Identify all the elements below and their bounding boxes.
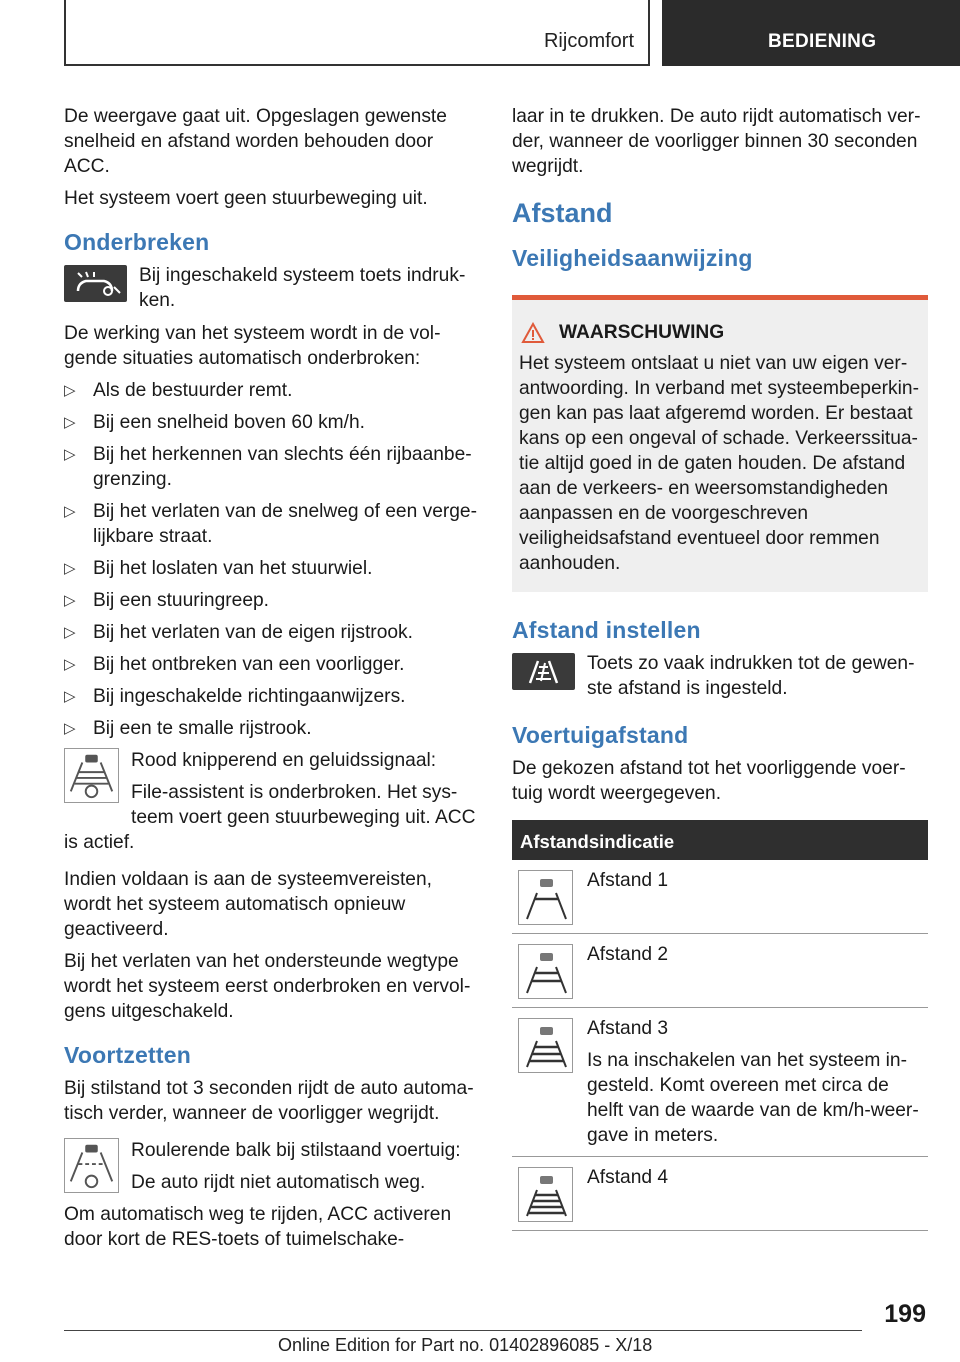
header-chapter-title: BEDIENING	[768, 31, 877, 52]
paragraph: Indien voldaan is aan de systeemvereisten, wordt het systeem automatisch opnieuw geactiveerd.	[64, 869, 432, 940]
distance-1-icon	[518, 870, 573, 925]
header-chapter-box	[662, 0, 960, 66]
list-item: ▷ Bij een te smalle rijstrook.	[64, 716, 480, 741]
header-section-title: Rijcomfort	[543, 30, 634, 52]
paragraph: Bij het verlaten van het ondersteunde wegtype wordt het systeem eerst onderbroken en vervolgens uitgeschakeld.	[64, 951, 471, 1022]
warning-text: Het systeem ontslaat u niet van uw eigen verantwoording. In verband met systeembeperkingen kan pas laat afgeremd worden. Er bestaat kans op een ongeval of schade. Verkeerssituatie altijd goed in de gaten houden. De afstand aan de verkeers- en weersomstandigheden aanpassen en de voorgeschreven veiligheidsafstand eventueel door remmen aanhouden.	[519, 353, 919, 574]
list-item: ▷ Bij het ontbreken van een voorligger.	[64, 652, 480, 677]
lane-assist-button-icon	[64, 265, 127, 302]
indicator-text: File-assistent is onderbroken. Het systeem voert geen stuurbeweging uit. ACC is actief.	[64, 782, 476, 853]
edition-note: Online Edition for Part no. 01402896085 - X/18	[278, 1335, 653, 1355]
distance-4-icon	[518, 1167, 573, 1222]
list-item: ▷ Bij het verlaten van de eigen rijstrook.	[64, 620, 480, 645]
header-section-box	[64, 0, 650, 66]
list-item: ▷ Bij een stuuringreep.	[64, 588, 480, 613]
list-item: ▷ Bij een snelheid boven 60 km/h.	[64, 410, 480, 435]
distance-3-icon	[518, 1018, 573, 1073]
heading-voortzetten: Voortzetten	[64, 1042, 191, 1068]
bullet-list	[64, 378, 480, 741]
indicator-block-red	[64, 748, 480, 855]
heading-veiligheid: Veiligheidsaanwijzing	[512, 245, 753, 271]
button-instruction	[512, 651, 928, 701]
row-label: Afstand 1	[587, 870, 669, 891]
list-item: ▷ Bij ingeschakelde richtingaanwijzers.	[64, 684, 480, 709]
indicator-block-roll	[64, 1138, 480, 1252]
table-row	[512, 1157, 928, 1231]
button-instruction	[64, 263, 480, 313]
list-item: ▷ Als de bestuurder remt.	[64, 378, 480, 403]
table-header: Afstandsindicatie	[512, 820, 928, 860]
footer-divider	[64, 1330, 862, 1331]
warning-box	[512, 295, 928, 592]
paragraph: De gekozen afstand tot het voorliggende voertuig wordt weergegeven.	[512, 758, 906, 804]
warning-title: WAARSCHUWING	[519, 320, 921, 345]
distance-button-icon	[512, 653, 575, 690]
heading-voertuigafstand: Voertuigafstand	[512, 722, 689, 748]
paragraph: laar in te drukken. De auto rijdt automatisch verder, wanneer de voorligger binnen 30 seconden wegrijdt.	[512, 106, 921, 177]
steering-lane-icon	[64, 748, 119, 810]
table-row	[512, 1008, 928, 1157]
paragraph: De weergave gaat uit. Opgeslagen gewenste snelheid en afstand worden behouden door ACC.	[64, 106, 447, 177]
distance-2-icon	[518, 944, 573, 999]
row-label: Afstand 2	[587, 944, 669, 965]
rolling-bar-icon	[64, 1138, 119, 1200]
table-row	[512, 934, 928, 1008]
paragraph: De werking van het systeem wordt in de volgende situaties automatisch onderbroken:	[64, 323, 441, 369]
page-number: 199	[884, 1300, 926, 1328]
list-item: ▷ Bij het loslaten van het stuurwiel.	[64, 556, 480, 581]
paragraph: Het systeem voert geen stuurbeweging uit.	[64, 188, 428, 209]
indicator-text: Rood knipperend en geluidssignaal:	[131, 750, 437, 771]
row-label: Afstand 3	[587, 1018, 669, 1039]
button-instruction-text: Bij ingeschakeld systeem toets indrukken.	[139, 265, 466, 311]
button-instruction-text: Toets zo vaak indrukken tot de gewenste afstand is ingesteld.	[587, 653, 915, 699]
list-item: ▷ Bij het verlaten van de snelweg of een vergelijkbare straat.	[64, 499, 480, 549]
distance-table	[512, 820, 928, 1231]
table-row	[512, 860, 928, 934]
warning-triangle-icon	[521, 322, 545, 344]
list-item: ▷ Bij het herkennen van slechts één rijbaanbegrenzing.	[64, 442, 480, 492]
left-column	[64, 104, 480, 1252]
row-label: Afstand 4	[587, 1167, 669, 1188]
indicator-text: Om automatisch weg te rijden, ACC activeren door kort de RES-toets of tuimelschake-	[64, 1204, 452, 1250]
heading-onderbreken: Onderbreken	[64, 229, 210, 255]
heading-afstand-instellen: Afstand instellen	[512, 617, 701, 643]
heading-afstand: Afstand	[512, 198, 613, 228]
indicator-text: Roulerende balk bij stilstaand voertuig:	[131, 1140, 461, 1161]
paragraph: Bij stilstand tot 3 seconden rijdt de auto automatisch verder, wanneer de voorligger wegrijdt.	[64, 1078, 474, 1124]
row-note: Is na inschakelen van het systeem ingesteld. Komt overeen met circa de helft van de waarde van de km/h-weergave in meters.	[587, 1050, 919, 1146]
right-column	[512, 104, 928, 1231]
indicator-text: De auto rijdt niet automatisch weg.	[131, 1172, 426, 1193]
